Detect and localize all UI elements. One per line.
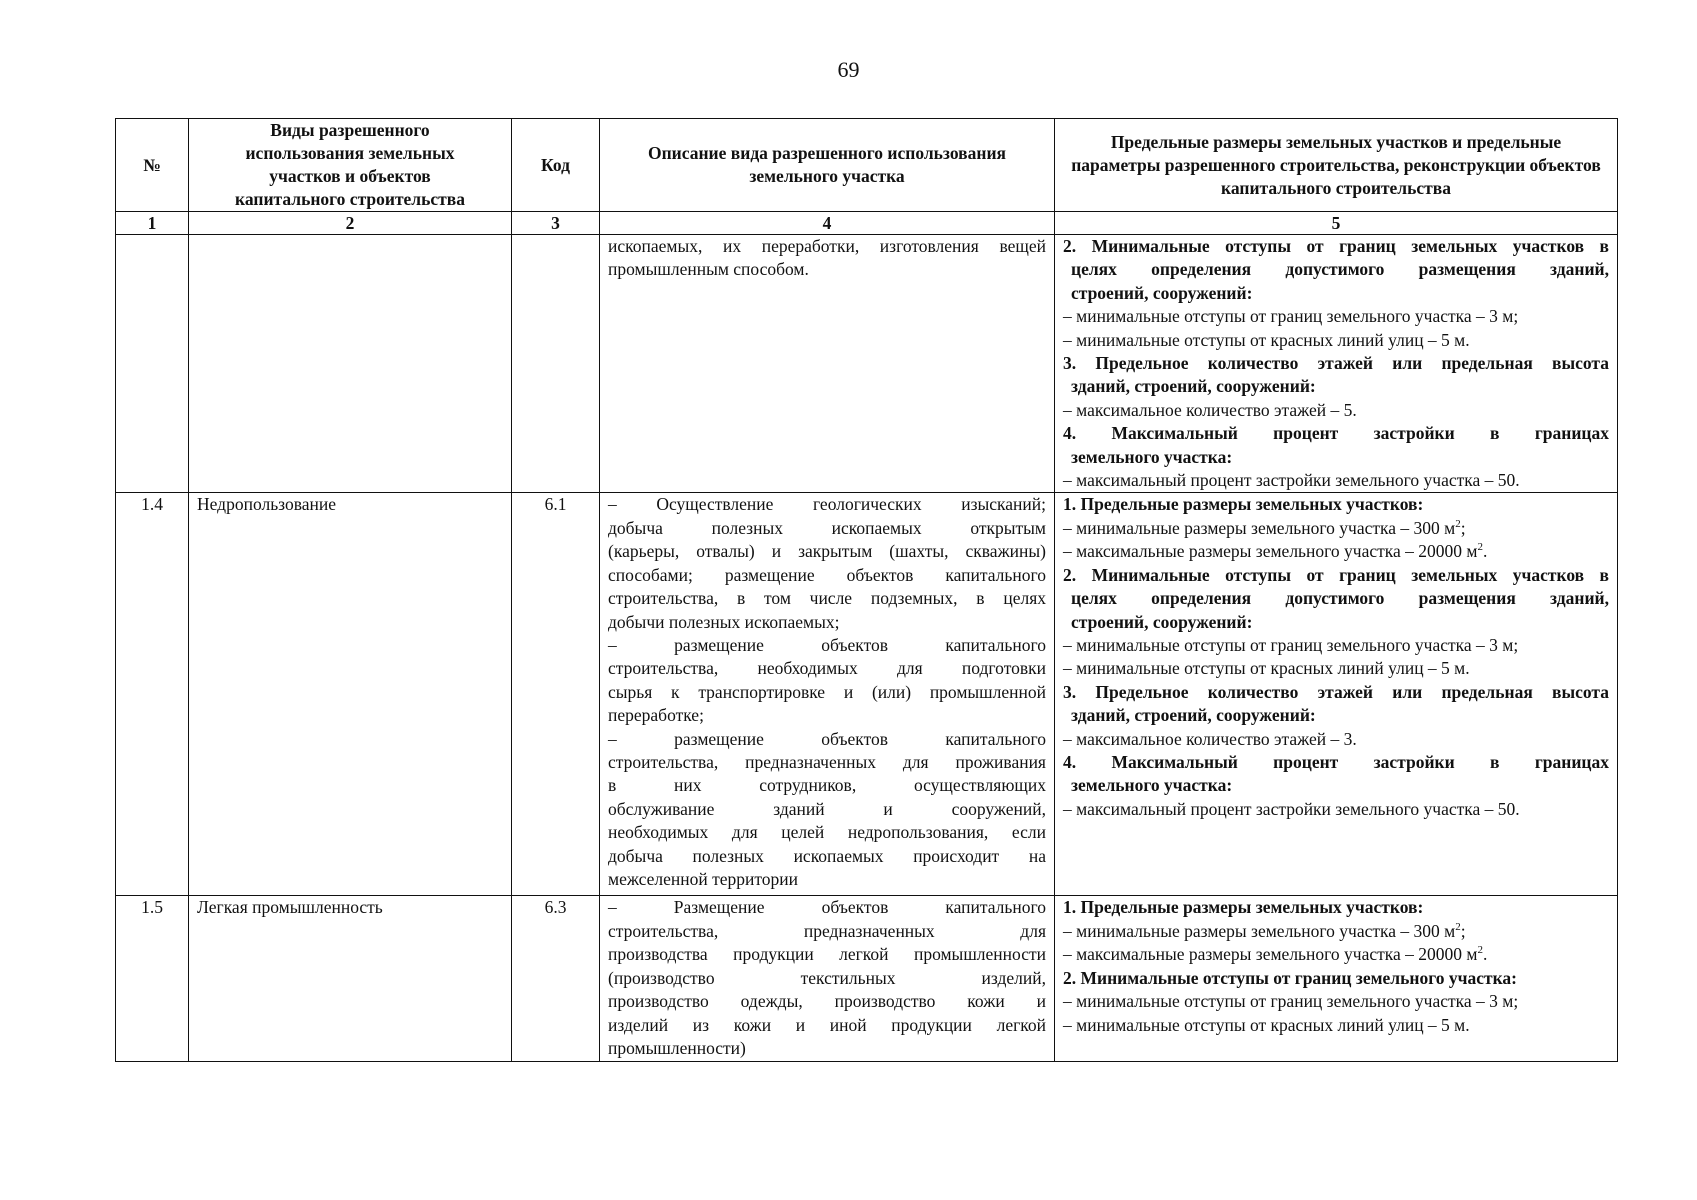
param-line: – минимальные отступы от красных линий улиц – 5 м. bbox=[1063, 1014, 1470, 1035]
description-line: межселенной территории bbox=[608, 868, 799, 889]
param-line: – максимальное количество этажей – 5. bbox=[1063, 399, 1357, 420]
description-line: – размещение объектов капитального bbox=[608, 634, 1046, 655]
param-heading: земельного участка: bbox=[1071, 775, 1233, 796]
column-number: 4 bbox=[600, 212, 1055, 235]
param-heading: 2. Минимальные отступы от границ земельных участков в bbox=[1063, 564, 1609, 585]
unit-superscript: 2 bbox=[1455, 921, 1461, 934]
punctuation: . bbox=[1482, 541, 1488, 562]
header-number: № bbox=[116, 119, 189, 212]
description-line: изделий из кожи и иной продукции легкой bbox=[608, 1014, 1046, 1035]
param-heading: 4. Максимальный процент застройки в границах bbox=[1063, 423, 1609, 444]
description-line: добычи полезных ископаемых; bbox=[608, 611, 840, 632]
param-line bbox=[1063, 540, 1609, 563]
description-line: строительства, предназначенных для проживания bbox=[608, 751, 1046, 772]
param-heading: зданий, строений, сооружений: bbox=[1071, 705, 1316, 726]
description-line: – Осуществление геологических изысканий; bbox=[608, 494, 1046, 515]
description-line: необходимых для целей недропользования, если bbox=[608, 822, 1046, 843]
param-text: – максимальные размеры земельного участка – 20000 м bbox=[1063, 944, 1478, 965]
param-line: – минимальные отступы от границ земельного участка – 3 м; bbox=[1063, 306, 1519, 327]
description-line: строительства, необходимых для подготовки bbox=[608, 658, 1046, 679]
description-line: в них сотрудников, осуществляющих bbox=[608, 775, 1046, 796]
column-numbers-row bbox=[116, 212, 1618, 235]
param-heading: 2. Минимальные отступы от границ земельного участка: bbox=[1063, 967, 1517, 988]
description-line: – размещение объектов капитального bbox=[608, 728, 1046, 749]
punctuation: ; bbox=[1460, 517, 1466, 538]
param-heading: 3. Предельное количество этажей или предельная высота bbox=[1063, 353, 1609, 374]
row-use-type: Легкая промышленность bbox=[189, 896, 512, 1062]
row-description bbox=[600, 493, 1055, 896]
param-text: – минимальные размеры земельного участка – 300 м bbox=[1063, 517, 1456, 538]
unit-superscript: 2 bbox=[1455, 518, 1461, 531]
row-code: 6.3 bbox=[512, 896, 600, 1062]
description-line: сырья к транспортировке и (или) промышленной bbox=[608, 681, 1046, 702]
description-line: строительства, предназначенных для bbox=[608, 920, 1046, 941]
param-line bbox=[1063, 943, 1609, 966]
description-line: производства продукции легкой промышленности bbox=[608, 944, 1046, 965]
param-text: – максимальные размеры земельного участка – 20000 м bbox=[1063, 541, 1478, 562]
header-use-type: Виды разрешенного использования земельных участков и объектов капитального строительства bbox=[189, 119, 512, 212]
row-number: 1.5 bbox=[116, 896, 189, 1062]
param-line bbox=[1063, 517, 1609, 540]
column-number: 2 bbox=[189, 212, 512, 235]
row-number bbox=[116, 235, 189, 493]
row-parameters bbox=[1055, 235, 1618, 493]
param-heading: строений, сооружений: bbox=[1071, 282, 1253, 303]
description-line: ископаемых, их переработки, изготовления вещей bbox=[608, 236, 1046, 256]
description-line: добыча полезных ископаемых происходит на bbox=[608, 845, 1046, 866]
param-heading: 2. Минимальные отступы от границ земельных участков в bbox=[1063, 236, 1609, 256]
param-heading: 1. Предельные размеры земельных участков: bbox=[1063, 494, 1424, 515]
param-heading: 4. Максимальный процент застройки в границах bbox=[1063, 751, 1609, 772]
column-number: 5 bbox=[1055, 212, 1618, 235]
description-line: обслуживание зданий и сооружений, bbox=[608, 798, 1046, 819]
param-line: – минимальные отступы от границ земельного участка – 3 м; bbox=[1063, 991, 1519, 1012]
header-description: Описание вида разрешенного использования земельного участка bbox=[600, 119, 1055, 212]
row-parameters bbox=[1055, 493, 1618, 896]
header-code: Код bbox=[512, 119, 600, 212]
unit-superscript: 2 bbox=[1477, 541, 1483, 554]
param-heading: целях определения допустимого размещения зданий, bbox=[1071, 588, 1609, 609]
param-heading: 3. Предельное количество этажей или предельная высота bbox=[1063, 681, 1609, 702]
page-number: 69 bbox=[837, 57, 860, 82]
description-line: (производство текстильных изделий, bbox=[608, 967, 1046, 988]
row-use-type: Недропользование bbox=[189, 493, 512, 896]
description-line: строительства, в том числе подземных, в целях bbox=[608, 588, 1046, 609]
description-line: – Размещение объектов капитального bbox=[608, 897, 1046, 918]
row-description bbox=[600, 235, 1055, 493]
description-line: (карьеры, отвалы) и закрытым (шахты, скважины) bbox=[608, 541, 1046, 562]
punctuation: ; bbox=[1460, 920, 1466, 941]
description-line: переработке; bbox=[608, 705, 704, 726]
table-row bbox=[116, 896, 1618, 1062]
row-number: 1.4 bbox=[116, 493, 189, 896]
param-line bbox=[1063, 920, 1609, 943]
param-heading: земельного участка: bbox=[1071, 446, 1233, 467]
param-line: – минимальные отступы от красных линий улиц – 5 м. bbox=[1063, 329, 1470, 350]
unit-superscript: 2 bbox=[1477, 944, 1483, 957]
row-use-type bbox=[189, 235, 512, 493]
description-line: способами; размещение объектов капитального bbox=[608, 564, 1046, 585]
table-row bbox=[116, 493, 1618, 896]
param-text: – минимальные размеры земельного участка – 300 м bbox=[1063, 920, 1456, 941]
description-line: производство одежды, производство кожи и bbox=[608, 991, 1046, 1012]
header-parameters: Предельные размеры земельных участков и предельные параметры разрешенного строительства, реконструкции объектов капитального строительства bbox=[1055, 119, 1618, 212]
row-description bbox=[600, 896, 1055, 1062]
row-code bbox=[512, 235, 600, 493]
row-parameters bbox=[1055, 896, 1618, 1062]
land-use-table bbox=[115, 118, 1618, 1062]
table-header-row bbox=[116, 119, 1618, 212]
param-line: – максимальное количество этажей – 3. bbox=[1063, 728, 1357, 749]
param-line: – максимальный процент застройки земельного участка – 50. bbox=[1063, 470, 1520, 491]
column-number: 1 bbox=[116, 212, 189, 235]
param-line: – минимальные отступы от красных линий улиц – 5 м. bbox=[1063, 658, 1470, 679]
punctuation: . bbox=[1482, 944, 1488, 965]
description-line: добыча полезных ископаемых открытым bbox=[608, 517, 1046, 538]
param-heading: 1. Предельные размеры земельных участков: bbox=[1063, 897, 1424, 918]
param-heading: зданий, строений, сооружений: bbox=[1071, 376, 1316, 397]
param-line: – минимальные отступы от границ земельного участка – 3 м; bbox=[1063, 634, 1519, 655]
description-line: промышленным способом. bbox=[608, 259, 809, 280]
param-line: – максимальный процент застройки земельного участка – 50. bbox=[1063, 798, 1520, 819]
description-line: промышленности) bbox=[608, 1037, 746, 1058]
table-row bbox=[116, 235, 1618, 493]
column-number: 3 bbox=[512, 212, 600, 235]
row-code: 6.1 bbox=[512, 493, 600, 896]
param-heading: строений, сооружений: bbox=[1071, 611, 1253, 632]
param-heading: целях определения допустимого размещения зданий, bbox=[1071, 259, 1609, 280]
